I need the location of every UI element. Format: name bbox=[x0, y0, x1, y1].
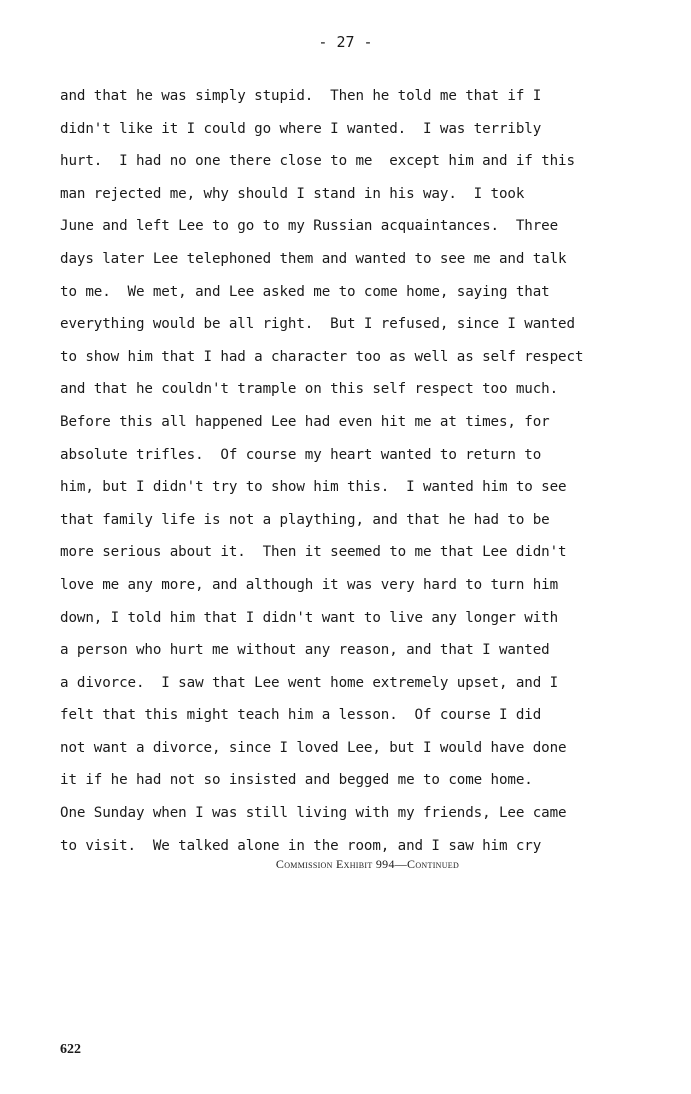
text-line: One Sunday when I was still living with my friends, Lee came bbox=[60, 805, 567, 822]
text-line: to visit. We talked alone in the room, and I saw him cry bbox=[60, 837, 542, 854]
text-line: and that he was simply stupid. Then he told me that if I bbox=[60, 88, 542, 104]
text-line: hurt. I had no one there close to me except him and if this bbox=[60, 153, 575, 170]
text-line: more serious about it. Then it seemed to me that Lee didn't bbox=[60, 544, 567, 561]
text-line: and that he couldn't trample on this self respect too much. bbox=[60, 381, 559, 398]
text-line: days later Lee telephoned them and wanted to see me and talk bbox=[60, 250, 567, 267]
text-line: down, I told him that I didn't want to live any longer with bbox=[60, 609, 559, 626]
text-line: it if he had not so insisted and begged me to come home. bbox=[60, 772, 533, 789]
text-line: a divorce. I saw that Lee went home extremely upset, and I bbox=[60, 674, 559, 691]
text-line: Before this all happened Lee had even hit me at times, for bbox=[60, 413, 550, 430]
text-line: to me. We met, and Lee asked me to come home, saying that bbox=[60, 283, 550, 300]
text-line: a person who hurt me without any reason, and that I wanted bbox=[60, 642, 550, 659]
text-line: didn't like it I could go where I wanted. I was terribly bbox=[60, 120, 542, 137]
text-line: everything would be all right. But I refused, since I wanted bbox=[60, 316, 575, 333]
text-line: not want a divorce, since I loved Lee, but I would have done bbox=[60, 739, 567, 756]
page-number-bottom: 622 bbox=[60, 1042, 81, 1057]
page-number-top: - 27 - bbox=[318, 33, 373, 51]
body-text bbox=[60, 80, 682, 862]
text-line: love me any more, and although it was very hard to turn him bbox=[60, 576, 559, 593]
text-line: to show him that I had a character too as well as self respect bbox=[60, 348, 584, 365]
text-line: absolute trifles. Of course my heart wanted to return to bbox=[60, 446, 542, 463]
text-line: that family life is not a plaything, and that he had to be bbox=[60, 511, 550, 528]
text-line: June and left Lee to go to my Russian acquaintances. Three bbox=[60, 218, 559, 235]
text-line: him, but I didn't try to show him this. I wanted him to see bbox=[60, 479, 567, 496]
text-line: man rejected me, why should I stand in his way. I took bbox=[60, 185, 525, 202]
text-line: felt that this might teach him a lesson. Of course I did bbox=[60, 707, 542, 724]
exhibit-caption: Commission Exhibit 994—Continued bbox=[275, 857, 460, 871]
